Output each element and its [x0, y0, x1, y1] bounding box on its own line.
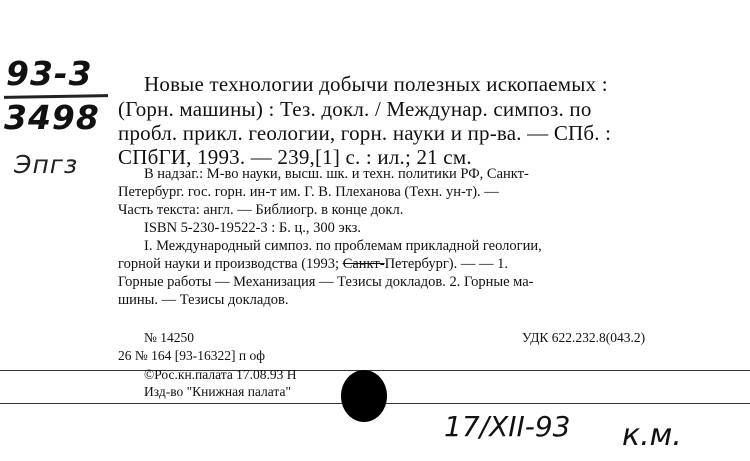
isbn-line: ISBN 5-230-19522-3 : Б. ц., 300 экз. [144, 220, 361, 236]
book-chamber-line: ©Рос.кн.палата 17.08.93 Н [144, 367, 297, 382]
subject-line-2-end: Петербург). — — 1. [384, 256, 508, 272]
call-number-stamp: Эпгз [14, 150, 79, 179]
udk-code: УДК 622.232.8(043.2) [522, 330, 646, 345]
card-number: № 14250 [144, 330, 195, 345]
notes-line-1: В надзаг.: М-во науки, высш. шк. и техн. политики РФ, Санкт- [144, 166, 529, 182]
call-number-top: 93-3 [6, 54, 93, 93]
title-line-2: (Горн. машины) : Тез. докл. / Междунар. симпоз. по [118, 97, 592, 121]
subject-line-2 [118, 256, 508, 273]
notes-line-3: Часть текста: англ. — Библиогр. в конце докл. [118, 202, 404, 218]
publisher-line: Изд-во "Книжная палата" [144, 384, 291, 399]
title-line-4: СПбГИ, 1993. — 239,[1] с. : ил.; 21 см. [118, 145, 472, 169]
title-line-3: пробл. прикл. геологии, горн. науки и пр-ва. — СПб. : [118, 121, 612, 145]
record-line: 26 № 164 [93-16322] п оф [118, 348, 265, 363]
title-line-1: Новые технологии добычи полезных ископаемых : [144, 72, 608, 96]
subject-line-3: Горные работы — Механизация — Тезисы докладов. 2. Горные ма- [118, 274, 534, 290]
subject-line-1: I. Международный симпоз. по проблемам прикладной геологии, [144, 238, 542, 254]
subject-line-2-struck: Санкт- [342, 256, 385, 272]
handwritten-date: 17/XII-93 [444, 410, 571, 443]
handwritten-initials: к.м. [622, 418, 682, 453]
call-number-bottom: 3498 [4, 98, 100, 137]
footer-rule-top [0, 370, 750, 371]
notes-line-2: Петербург. гос. горн. ин-т им. Г. В. Плеханова (Техн. ун-т). — [118, 184, 499, 200]
subject-line-2-start: горной науки и производства (1993; [118, 256, 340, 272]
subject-line-4: шины. — Тезисы докладов. [118, 292, 289, 308]
punch-hole [341, 370, 387, 422]
